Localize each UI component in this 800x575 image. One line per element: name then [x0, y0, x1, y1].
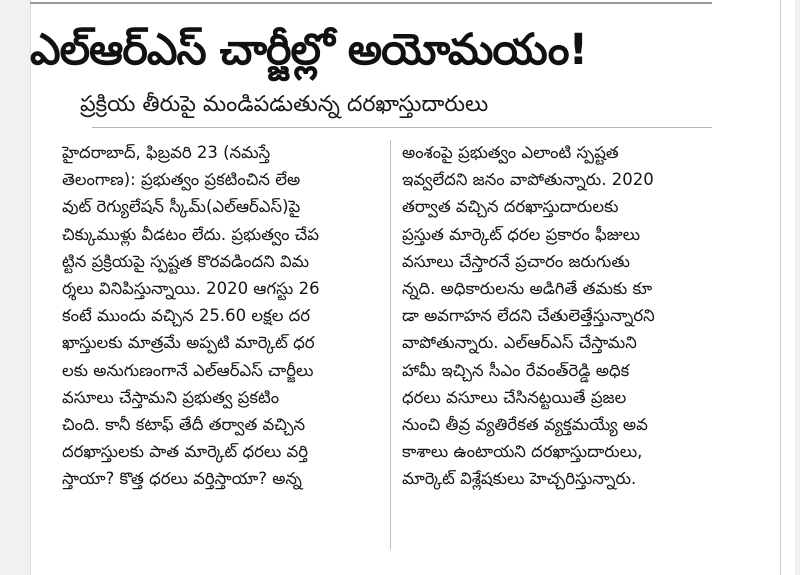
text-line: వసూలు చేస్తారనే ప్రచారం జరుగుతు	[402, 251, 630, 271]
text-line: చిక్కుముళ్లు వీడటం లేదు. ప్రభుత్వం చేప	[62, 224, 320, 244]
text-line: కాశాలు ఉంటాయని దరఖాస్తుదారులు,	[402, 442, 643, 462]
text-line: మార్కెట్‌ విశ్లేషకులు హెచ్చరిస్తున్నారు.	[402, 469, 637, 489]
text-line: లకు అనుగుణంగానే ఎల్‌ఆర్‌ఎస్‌ చార్జీలు	[62, 360, 314, 380]
text-line: చింది. కానీ కటాఫ్‌ తేదీ తర్వాత వచ్చిన	[62, 414, 306, 434]
column-divider	[390, 140, 391, 550]
text-line: హామీ ఇచ్చిన సీఎం రేవంత్‌రెడ్డి అధిక	[402, 360, 630, 380]
text-line: వుట్‌ రెగ్యులేషన్‌ స్కీమ్‌(ఎల్‌ఆర్‌ఎస్‌)పై	[62, 197, 301, 217]
page-edge	[780, 0, 781, 575]
text-line: నుంచి తీవ్ర వ్యతిరేకత వ్యక్తమయ్యే అవ	[402, 414, 648, 434]
subheadline-rule	[92, 127, 712, 128]
text-line: వాపోతున్నారు. ఎల్‌ఆర్‌ఎస్‌ చేస్తామని	[402, 333, 637, 353]
subheadline: ప్రక్రియ తీరుపై మండిపడుతున్న దరఖాస్తుదారులు	[80, 92, 489, 117]
text-line: హైదరాబాద్‌, ఫిబ్రవరి 23 (నమస్తే	[62, 143, 271, 162]
text-line: తర్వాత వచ్చిన దరఖాస్తుదారులకు	[402, 197, 619, 217]
text-line: కంటే ముందు వచ్చిన 25.60 లక్షల దర	[62, 306, 311, 326]
text-line: డా అవగాహన లేదని చేతులెత్తేస్తున్నారని	[402, 306, 655, 326]
headline: ఎల్‌ఆర్‌ఎస్‌ చార్జీల్లో అయోమయం!	[30, 25, 588, 75]
text-line: ఖాస్తులకు మాత్రమే అప్పటి మార్కెట్‌ ధర	[62, 333, 315, 353]
text-line: వసూలు చేస్తామని ప్రభుత్వ ప్రకటిం	[62, 387, 280, 407]
text-line: స్తాయా? కొత్త ధరలు వర్తిస్తాయా? అన్న	[62, 469, 302, 489]
text-line: ధరలు వసూలు చేసినట్టయితే ప్రజల	[402, 387, 627, 407]
text-line: ప్రస్తుత మార్కెట్‌ ధరల ప్రకారం ఫీజులు	[402, 224, 641, 244]
text-line: ర్శలు వినిపిస్తున్నాయి. 2020 ఆగస్టు 26	[62, 278, 320, 298]
text-line: ట్టిన ప్రక్రియపై స్పష్టత కొరవడిందని విమ	[62, 251, 310, 271]
right-column	[402, 139, 724, 492]
text-line: దరఖాస్తులకు పాత మార్కెట్‌ ధరలు వర్తి	[62, 442, 309, 462]
text-line: తెలంగాణ): ప్రభుత్వం ప్రకటించిన లేఅ	[62, 170, 301, 190]
left-column	[62, 139, 384, 492]
text-line: అంశంపై ప్రభుత్వం ఎలాంటి స్పష్టత	[402, 143, 619, 162]
text-line: ఇవ్వలేదని జనం వాపోతున్నారు. 2020	[402, 170, 654, 190]
top-rule	[30, 2, 712, 4]
text-line: న్నది. అధికారులను అడిగితే తమకు కూ	[402, 278, 653, 298]
